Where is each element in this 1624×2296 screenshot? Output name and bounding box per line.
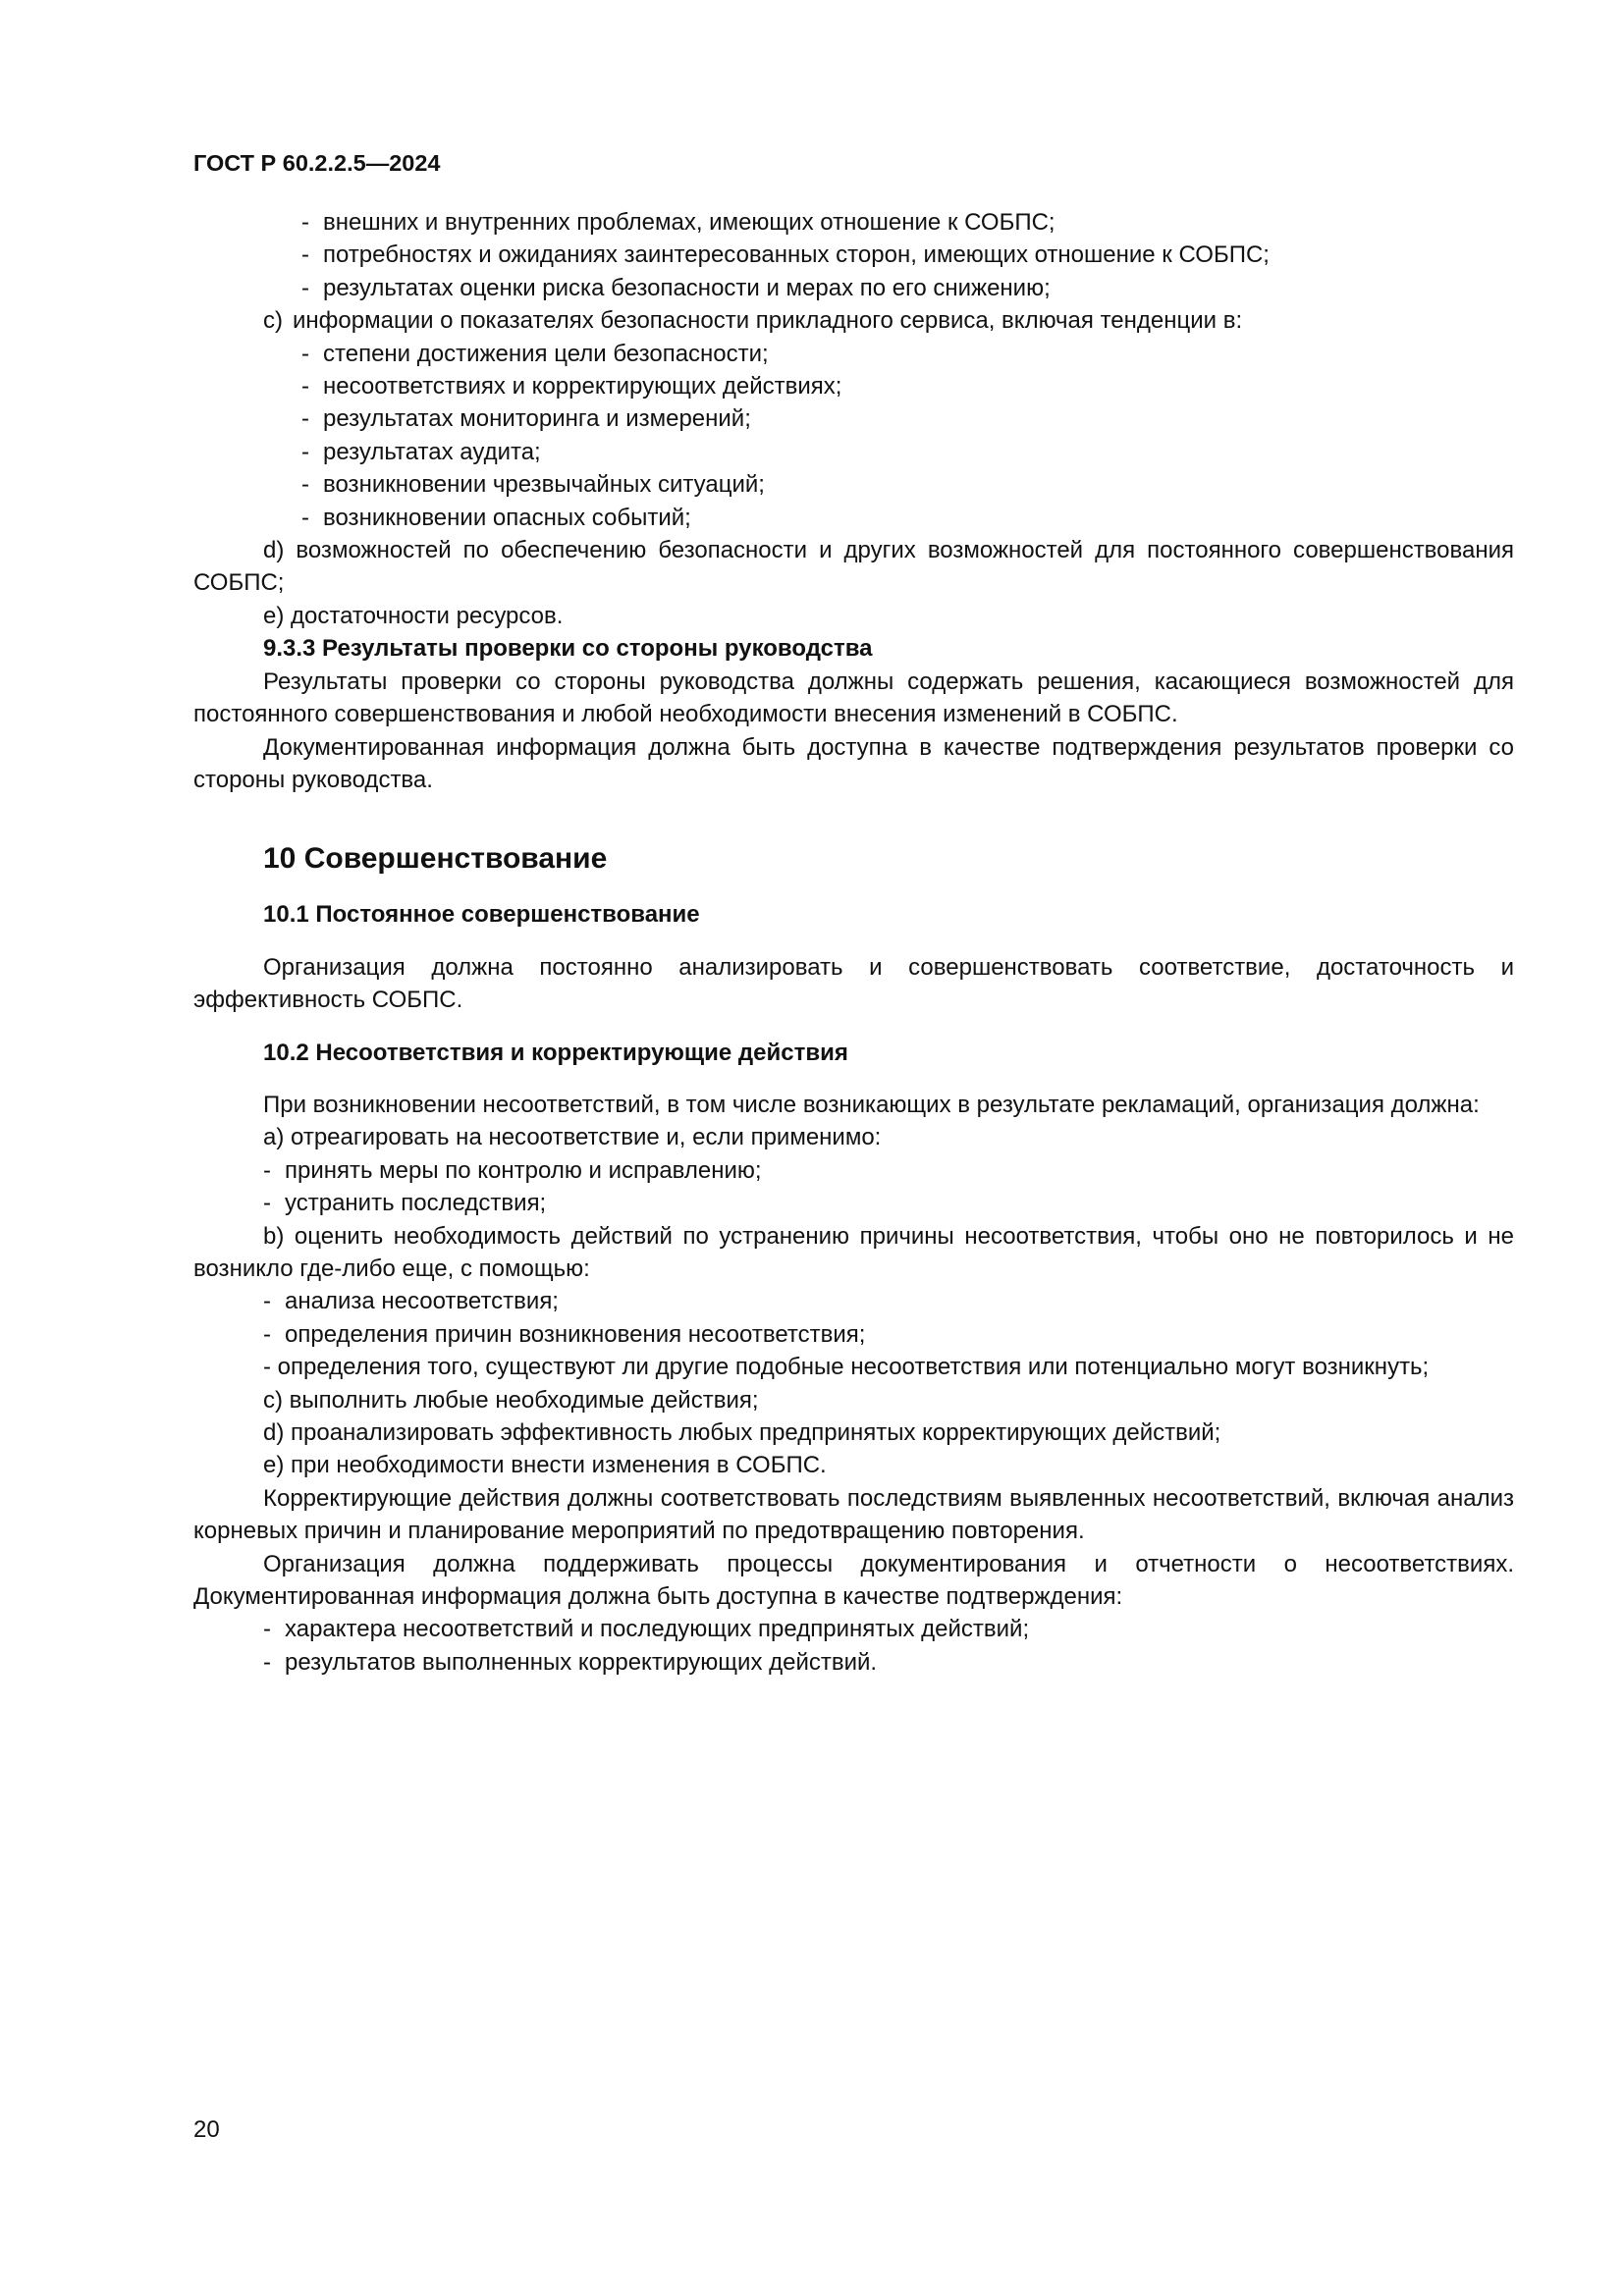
list-item-e: е) при необходимости внести изменения в СОБПС. xyxy=(263,1452,827,1479)
list-item: - определения того, существуют ли другие подобные несоответствия или потенциально могут возникнуть; xyxy=(263,1354,1430,1381)
section-10-title: 10 Совершенствование xyxy=(263,842,608,876)
list-item: - результатов выполненных корректирующих действий. xyxy=(263,1648,878,1676)
paragraph: Документированная информация должна быть доступна в качестве подтверждения результатов проверки со стороны руководства. xyxy=(193,733,1514,793)
list-item-a: а) отреагировать на несоответствие и, если применимо: xyxy=(263,1124,882,1151)
list-item-c: с) выполнить любые необходимые действия; xyxy=(263,1386,759,1414)
paragraph: Организация должна постоянно анализировать и совершенствовать соответствие, достаточность и эффективность СОБПС. xyxy=(193,953,1514,1014)
list-item: - определения причин возникновения несоответствия; xyxy=(263,1320,866,1348)
list-item-d: d) возможностей по обеспечению безопасности и других возможностей для постоянного совершенствования СОБПС; xyxy=(193,537,1514,597)
list-item-d: d) проанализировать эффективность любых предпринятых корректирующих действий; xyxy=(263,1419,1221,1446)
list-item: - возникновении чрезвычайных ситуаций; xyxy=(301,471,765,499)
document-id-header: ГОСТ Р 60.2.2.5—2024 xyxy=(193,150,441,176)
list-item: - результатах мониторинга и измерений; xyxy=(301,405,751,433)
list-item: - степени достижения цели безопасности; xyxy=(301,340,769,367)
list-item: - потребностях и ожиданиях заинтересованных сторон, имеющих отношение к СОБПС; xyxy=(301,241,1270,269)
paragraph: При возникновении несоответствий, в том числе возникающих в результате рекламаций, организация должна: xyxy=(263,1091,1480,1118)
list-item-b: b) оценить необходимость действий по устранению причины несоответствия, чтобы оно не повторилось и не возникло где-либо еще, с помощью: xyxy=(193,1222,1514,1282)
paragraph: Корректирующие действия должны соответствовать последствиям выявленных несоответствий, включая анализ корневых причин и планирование мероприятий по предотвращению повторения. xyxy=(193,1484,1514,1545)
subsection-10-2-title: 10.2 Несоответствия и корректирующие действия xyxy=(263,1039,848,1066)
subsection-9-3-3-title: 9.3.3 Результаты проверки со стороны руководства xyxy=(263,635,873,663)
list-item: - несоответствиях и корректирующих действиях; xyxy=(301,373,842,400)
list-item: - принять меры по контролю и исправлению; xyxy=(263,1156,762,1184)
list-item: - характера несоответствий и последующих предпринятых действий; xyxy=(263,1616,1030,1643)
list-item: - анализа несоответствия; xyxy=(263,1288,559,1315)
list-item: - результатах аудита; xyxy=(301,438,541,465)
paragraph: Организация должна поддерживать процессы документирования и отчетности о несоответствиях. Документированная информация должна быть доступна в качестве подтверждения: xyxy=(193,1550,1514,1611)
list-item-c: с) информации о показателях безопасности прикладного сервиса, включая тенденции в: xyxy=(263,307,1243,335)
document-content xyxy=(193,206,1514,1679)
document-page xyxy=(193,147,1514,1679)
list-item: - результатах оценки риска безопасности и мерах по его снижению; xyxy=(301,274,1051,301)
page-number: 20 xyxy=(193,2116,220,2143)
subsection-10-1-title: 10.1 Постоянное совершенствование xyxy=(263,901,700,929)
paragraph: Результаты проверки со стороны руководства должны содержать решения, касающиеся возможностей для постоянного совершенствования и любой необходимости внесения изменений в СОБПС. xyxy=(193,667,1514,728)
list-item: - возникновении опасных событий; xyxy=(301,504,691,531)
list-item-e: е) достаточности ресурсов. xyxy=(263,602,564,629)
list-item: - устранить последствия; xyxy=(263,1190,547,1217)
list-item: - внешних и внутренних проблемах, имеющих отношение к СОБПС; xyxy=(301,209,1056,236)
